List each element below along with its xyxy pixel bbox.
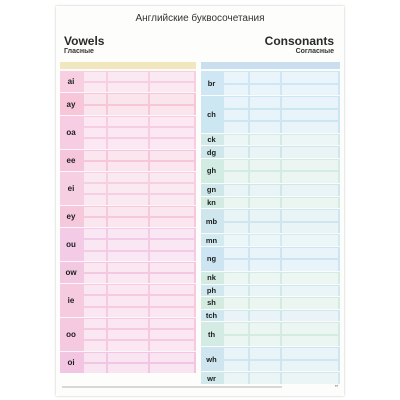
example-cell: [150, 106, 194, 115]
example-cell: [282, 336, 338, 347]
combination-label: mn: [205, 235, 218, 245]
example-cell: [224, 260, 248, 271]
example-cell: [150, 162, 194, 171]
example-cell: [84, 128, 106, 137]
example-cell: [250, 260, 280, 271]
combination-label: ie: [67, 296, 75, 306]
example-cell: [108, 184, 148, 193]
example-cell: [282, 273, 338, 284]
combination-label: sh: [207, 298, 216, 308]
example-cell: [150, 195, 194, 204]
example-cell: [282, 198, 338, 209]
combination-row-ie: [60, 283, 196, 317]
example-cell: [224, 286, 248, 297]
example-cell: [108, 94, 148, 103]
example-cell: [108, 252, 148, 261]
example-cell: [84, 72, 106, 81]
combination-row-kn: [201, 196, 340, 209]
combination-label: ck: [207, 135, 216, 145]
example-cell: [250, 72, 280, 83]
footer-strip: [62, 386, 282, 388]
example-cell: [108, 117, 148, 126]
combination-row-sh: [201, 296, 340, 309]
example-cell: [250, 135, 280, 146]
combination-row-ck: [201, 133, 340, 146]
combination-label: oa: [66, 127, 76, 137]
example-cell: [282, 373, 338, 384]
example-cell: [224, 248, 248, 259]
combination-row-dg: [201, 145, 340, 158]
vowels-subtitle: Гласные: [64, 48, 94, 55]
combination-label: th: [207, 329, 216, 339]
example-cell: [282, 172, 338, 183]
example-cell: [250, 160, 280, 171]
example-cell: [108, 240, 148, 249]
combination-row-wh: [201, 346, 340, 371]
example-cell: [84, 106, 106, 115]
combination-row-ei: [60, 171, 196, 205]
poster-title: Английские буквосочетания: [135, 13, 265, 24]
example-cell: [150, 353, 194, 362]
example-cell: [84, 308, 106, 317]
example-cell: [282, 348, 338, 359]
example-cell: [282, 235, 338, 246]
consonants-column-header: [201, 62, 340, 69]
example-cell: [282, 361, 338, 372]
example-cell: [282, 298, 338, 309]
example-cell: [250, 323, 280, 334]
example-cell: [224, 97, 248, 108]
example-cell: [84, 117, 106, 126]
example-cell: [282, 85, 338, 96]
example-cell: [224, 223, 248, 234]
example-cell: [150, 341, 194, 350]
example-cell: [224, 373, 248, 384]
combination-label: wh: [206, 354, 217, 364]
example-cell: [84, 83, 106, 92]
example-cell: [250, 110, 280, 121]
example-cell: [224, 147, 248, 158]
example-cell: [282, 110, 338, 121]
example-cell: [150, 117, 194, 126]
example-cell: [150, 319, 194, 328]
combination-label: nk: [207, 273, 216, 283]
example-cell: [224, 172, 248, 183]
vowels-title: Vowels: [64, 34, 105, 48]
combination-row-gn: [201, 183, 340, 196]
example-cell: [250, 311, 280, 322]
combination-row-oa: [60, 115, 196, 149]
example-cell: [84, 151, 106, 160]
example-cell: [150, 285, 194, 294]
combination-label: gn: [206, 185, 217, 195]
example-cell: [224, 210, 248, 221]
example-cell: [250, 147, 280, 158]
consonants-title: Consonants: [264, 34, 334, 48]
example-cell: [150, 173, 194, 182]
example-cell: [282, 135, 338, 146]
example-cell: [224, 122, 248, 133]
combination-row-ay: [60, 92, 196, 114]
combination-row-oo: [60, 317, 196, 351]
example-cell: [84, 94, 106, 103]
example-cell: [150, 72, 194, 81]
combination-row-tch: [201, 309, 340, 322]
example-cell: [150, 252, 194, 261]
example-cell: [150, 364, 194, 373]
example-cell: [108, 364, 148, 373]
example-cell: [108, 72, 148, 81]
consonants-subtitle: Согласные: [295, 48, 334, 55]
example-cell: [224, 336, 248, 347]
example-cell: [282, 97, 338, 108]
example-cell: [224, 72, 248, 83]
example-cell: [150, 128, 194, 137]
example-cell: [84, 296, 106, 305]
combination-label: gh: [206, 166, 217, 176]
example-cell: [108, 229, 148, 238]
example-cell: [250, 286, 280, 297]
example-cell: [224, 235, 248, 246]
example-cell: [84, 184, 106, 193]
example-cell: [108, 173, 148, 182]
combination-label: wr: [207, 373, 216, 383]
example-cell: [84, 218, 106, 227]
example-cell: [150, 263, 194, 272]
example-cell: [282, 72, 338, 83]
poster: [56, 6, 344, 396]
example-cell: [282, 248, 338, 259]
example-cell: [84, 252, 106, 261]
combination-label: ng: [206, 254, 217, 264]
combination-label: ph: [206, 285, 217, 295]
example-cell: [250, 336, 280, 347]
example-cell: [150, 308, 194, 317]
example-cell: [150, 218, 194, 227]
example-cell: [224, 311, 248, 322]
example-cell: [84, 353, 106, 362]
example-cell: [282, 323, 338, 334]
example-cell: [250, 348, 280, 359]
combination-row-ai: [60, 70, 196, 92]
example-cell: [84, 263, 106, 272]
example-cell: [84, 364, 106, 373]
combination-label: tch: [205, 310, 218, 320]
combination-label: ch: [207, 109, 216, 119]
example-cell: [108, 151, 148, 160]
combination-label: ee: [66, 155, 76, 165]
consonants-table: [201, 70, 340, 384]
example-cell: [224, 85, 248, 96]
example-cell: [150, 139, 194, 148]
example-cell: [108, 83, 148, 92]
example-cell: [224, 273, 248, 284]
example-cell: [282, 147, 338, 158]
example-cell: [108, 319, 148, 328]
example-cell: [282, 122, 338, 133]
example-cell: [224, 135, 248, 146]
example-cell: [108, 285, 148, 294]
combination-row-ey: [60, 205, 196, 227]
example-cell: [250, 185, 280, 196]
example-cell: [282, 223, 338, 234]
example-cell: [108, 330, 148, 339]
example-cell: [150, 83, 194, 92]
example-cell: [250, 210, 280, 221]
example-cell: [84, 285, 106, 294]
example-cell: [150, 94, 194, 103]
combination-label: ey: [66, 211, 76, 221]
vowels-column-header: [60, 62, 196, 69]
example-cell: [282, 210, 338, 221]
example-cell: [150, 207, 194, 216]
example-cell: [108, 106, 148, 115]
example-cell: [84, 195, 106, 204]
combination-label: kn: [207, 197, 216, 207]
example-cell: [250, 361, 280, 372]
example-cell: [108, 128, 148, 137]
example-cell: [224, 323, 248, 334]
example-cell: [108, 207, 148, 216]
example-cell: [250, 235, 280, 246]
combination-label: br: [207, 78, 216, 88]
example-cell: [250, 85, 280, 96]
combination-label: ay: [66, 99, 76, 109]
example-cell: [150, 240, 194, 249]
example-cell: [282, 260, 338, 271]
example-cell: [108, 353, 148, 362]
example-cell: [108, 195, 148, 204]
combination-label: dg: [206, 147, 217, 157]
example-cell: [250, 172, 280, 183]
example-cell: [224, 185, 248, 196]
example-cell: [84, 319, 106, 328]
example-cell: [250, 298, 280, 309]
example-cell: [108, 162, 148, 171]
example-cell: [282, 185, 338, 196]
example-cell: [108, 139, 148, 148]
example-cell: [108, 296, 148, 305]
combination-row-nk: [201, 271, 340, 284]
example-cell: [282, 311, 338, 322]
example-cell: [150, 296, 194, 305]
example-cell: [282, 286, 338, 297]
publisher-mark: ▪▪: [335, 383, 338, 388]
combination-row-ou: [60, 227, 196, 261]
example-cell: [250, 122, 280, 133]
example-cell: [250, 248, 280, 259]
example-cell: [224, 160, 248, 171]
combination-label: ai: [67, 77, 75, 87]
example-cell: [108, 218, 148, 227]
combination-row-ow: [60, 261, 196, 283]
combination-row-oi: [60, 351, 196, 373]
combination-label: ow: [65, 267, 77, 277]
combination-row-th: [201, 321, 340, 346]
combination-row-ng: [201, 246, 340, 271]
example-cell: [224, 298, 248, 309]
example-cell: [84, 207, 106, 216]
example-cell: [108, 308, 148, 317]
example-cell: [250, 223, 280, 234]
combination-label: ei: [67, 183, 75, 193]
combination-row-ch: [201, 95, 340, 133]
example-cell: [84, 173, 106, 182]
example-cell: [282, 160, 338, 171]
example-cell: [250, 97, 280, 108]
example-cell: [84, 162, 106, 171]
example-cell: [150, 274, 194, 283]
example-cell: [224, 198, 248, 209]
example-cell: [108, 274, 148, 283]
example-cell: [224, 110, 248, 121]
combination-label: mb: [205, 216, 218, 226]
example-cell: [84, 341, 106, 350]
example-cell: [150, 229, 194, 238]
example-cell: [224, 361, 248, 372]
example-cell: [84, 330, 106, 339]
example-cell: [84, 139, 106, 148]
example-cell: [84, 229, 106, 238]
combination-row-mn: [201, 233, 340, 246]
combination-label: ou: [66, 239, 76, 249]
example-cell: [150, 330, 194, 339]
combination-row-ph: [201, 284, 340, 297]
example-cell: [250, 273, 280, 284]
example-cell: [84, 274, 106, 283]
example-cell: [150, 151, 194, 160]
combination-row-gh: [201, 158, 340, 183]
combination-row-ee: [60, 149, 196, 171]
combination-row-wr: [201, 371, 340, 384]
example-cell: [108, 341, 148, 350]
combination-row-mb: [201, 208, 340, 233]
example-cell: [150, 184, 194, 193]
example-cell: [250, 198, 280, 209]
example-cell: [108, 263, 148, 272]
example-cell: [84, 240, 106, 249]
example-cell: [250, 373, 280, 384]
combination-label: oi: [67, 357, 75, 367]
example-cell: [224, 348, 248, 359]
combination-label: oo: [66, 329, 76, 339]
vowels-table: [60, 70, 196, 373]
combination-row-br: [201, 70, 340, 95]
